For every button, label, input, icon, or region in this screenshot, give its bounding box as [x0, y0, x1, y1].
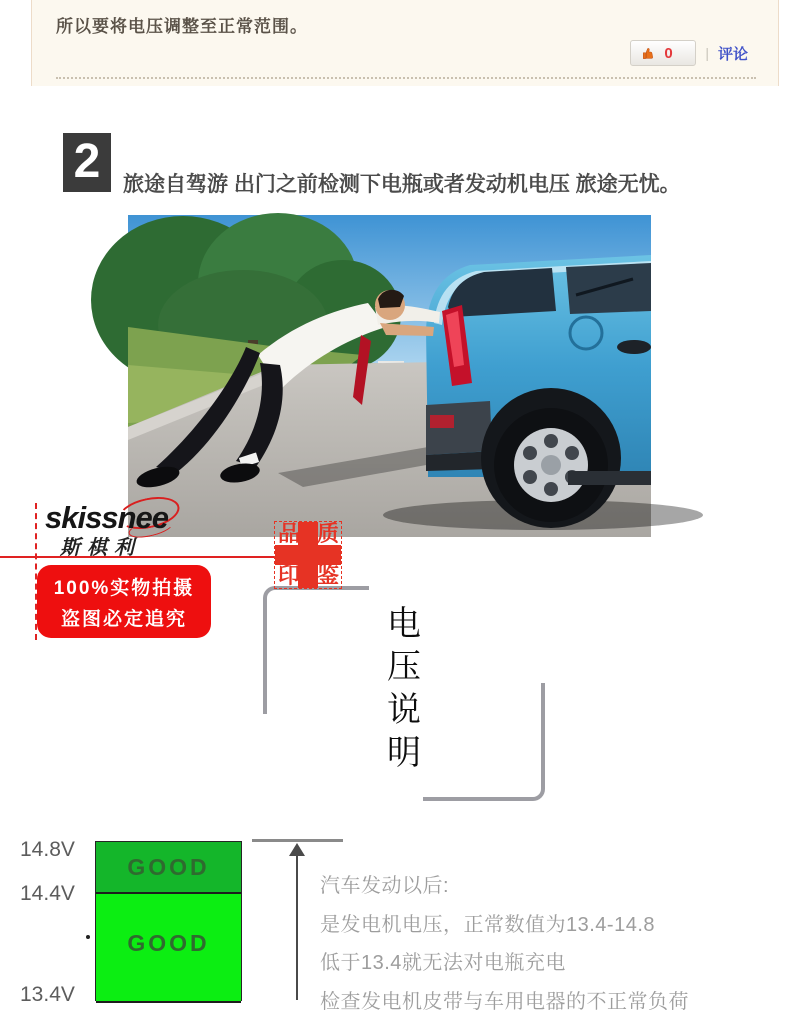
voltage-title-vertical [385, 603, 423, 775]
badge-line-1: 100%实物拍摄 [53, 577, 195, 599]
dotted-divider [56, 77, 756, 79]
stamp-cross [275, 545, 341, 565]
car-push-photo [128, 215, 651, 537]
brand-name-chinese: 斯棋利 [60, 535, 141, 559]
axis-tick-label: 14.4V [20, 882, 75, 905]
bracket-bottom-right [423, 683, 545, 801]
title-char: 说 [387, 690, 421, 730]
chart-note: 检查发电机皮带与车用电器的不正常负荷 [320, 991, 689, 1013]
bar-segment-good-high [96, 842, 241, 894]
scale-arrow-line [296, 852, 298, 1000]
scale-top-line [252, 839, 343, 842]
stamp-char: 印 [277, 563, 300, 588]
axis-tick-label: 13.4V [20, 983, 75, 1006]
comment-actions [630, 40, 748, 66]
comment-link[interactable]: 评论 [717, 45, 748, 63]
segment-label: GOOD [127, 854, 210, 880]
badge-line-2: 盗图必定追究 [60, 608, 187, 630]
thumbs-up-icon [641, 46, 656, 61]
section-number-badge: 2 [63, 133, 111, 192]
quality-seal-stamp [275, 522, 341, 588]
title-char: 压 [387, 647, 421, 687]
stamp-char: 质 [316, 521, 339, 546]
separator: | [705, 45, 709, 61]
section-heading: 旅途自驾游 出门之前检测下电瓶或者发动机电压 旅途无忧。 [123, 173, 681, 196]
axis-tick-label: 14.8V [20, 838, 75, 861]
bracket-top-left [263, 586, 369, 714]
chart-note: 低于13.4就无法对电瓶充电 [320, 952, 566, 974]
segment-label: GOOD [127, 930, 210, 956]
chart-note: 汽车发动以后: [320, 875, 450, 897]
title-char: 电 [387, 604, 421, 644]
dot-mark [86, 935, 90, 939]
chart-note: 是发电机电压，正常数值为13.4-14.8 [320, 914, 656, 936]
like-button[interactable] [630, 40, 696, 66]
paragraph-text: 所以要将电压调整至正常范围。 [56, 17, 308, 36]
brand-logo: skissnee [45, 500, 168, 535]
bar-segment-good-low [96, 894, 241, 1003]
stamp-char: 鉴 [316, 563, 339, 588]
anti-theft-badge [37, 565, 211, 638]
like-count: 0 [664, 44, 673, 62]
comment-panel [31, 0, 779, 86]
title-char: 明 [387, 733, 421, 773]
voltage-bar-chart [95, 841, 242, 1001]
stamp-char: 品 [277, 521, 300, 546]
